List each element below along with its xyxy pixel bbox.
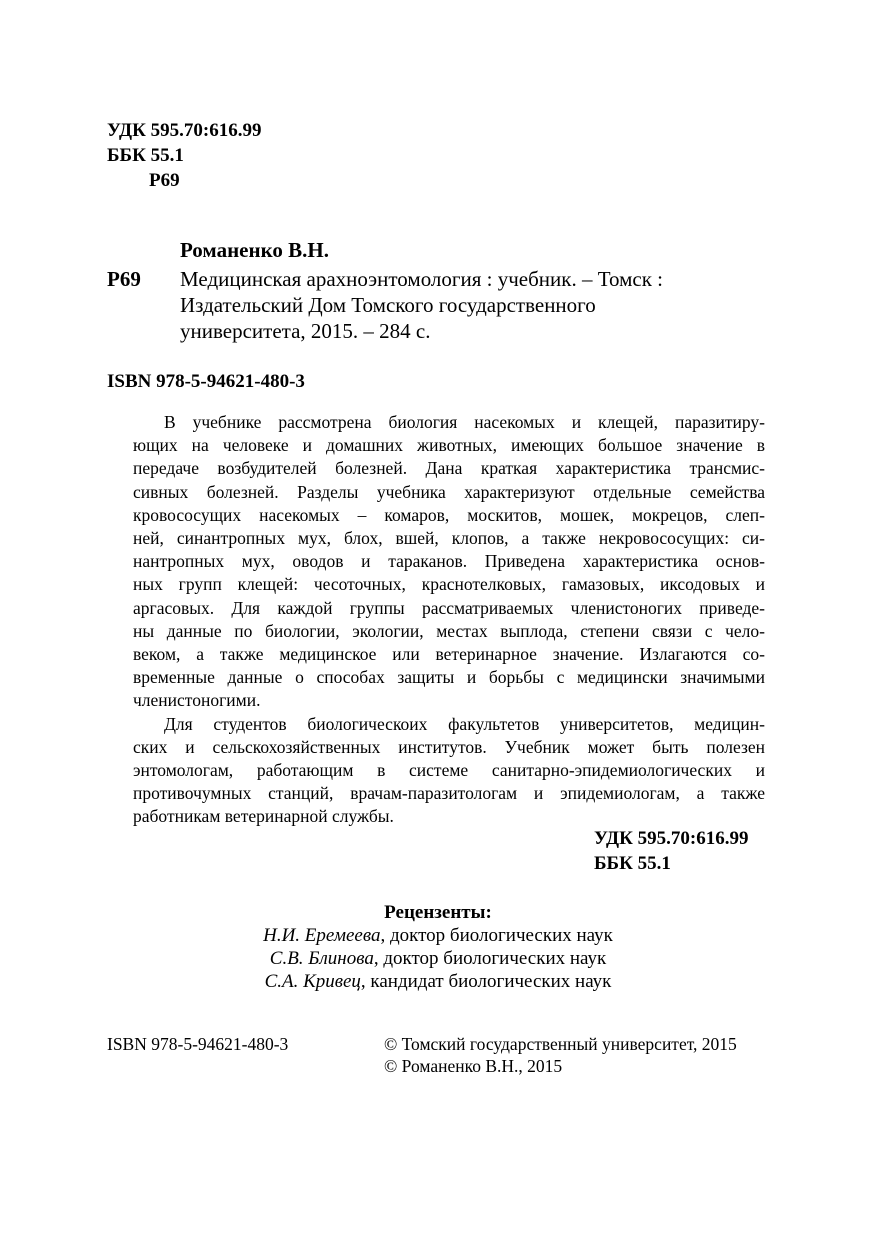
bib-line-1: Медицинская арахноэнтомология : учебник. – Томск : bbox=[180, 267, 663, 291]
abstract-line: сивных болезней. Разделы учебника характеризуют отдельные семейства bbox=[133, 481, 765, 502]
abstract-line: В учебнике рассмотрена биология насекомых и клещей, паразитиру- bbox=[164, 412, 765, 432]
bib-author-sign: Р69 bbox=[107, 267, 141, 291]
copyright-author: © Романенко В.Н., 2015 bbox=[384, 1056, 563, 1076]
author-name: Романенко В.Н. bbox=[180, 238, 329, 262]
reviewers-title: Рецензенты: bbox=[384, 902, 492, 923]
abstract-line: ющих на человеке и домашних животных, имеющих большое значение в bbox=[133, 435, 765, 456]
abstract-line: членистоногими. bbox=[133, 690, 261, 711]
copyright-university: © Томский государственный университет, 2015 bbox=[384, 1034, 737, 1054]
reviewer-name: С.В. Блинова bbox=[269, 948, 374, 969]
reviewer-name: С.А. Кривец bbox=[264, 971, 361, 992]
reviewer-degree: , доктор биологических наук bbox=[373, 948, 607, 969]
abstract bbox=[133, 411, 765, 829]
abstract-line: ских и сельскохозяйственных институтов. Учебник может быть полезен bbox=[133, 736, 765, 757]
bbk-code-right: ББК 55.1 bbox=[594, 853, 671, 874]
bib-line-2: Издательский Дом Томского государственного bbox=[180, 293, 596, 317]
udk-code: УДК 595.70:616.99 bbox=[107, 120, 262, 141]
udk-code-right: УДК 595.70:616.99 bbox=[594, 828, 749, 849]
reviewer-degree: , доктор биологических наук bbox=[380, 925, 613, 946]
reviewer bbox=[0, 947, 876, 971]
bib-line-3: университета, 2015. – 284 с. bbox=[180, 319, 431, 343]
abstract-line: ны данные по биологии, экологии, местах выплода, степени связи с чело- bbox=[133, 620, 765, 641]
abstract-line: кровососущих насекомых – комаров, москитов, мошек, мокрецов, слеп- bbox=[133, 504, 765, 525]
abstract-line: аргасовых. Для каждой группы рассматриваемых членистоногих приведе- bbox=[133, 597, 765, 618]
author-sign: Р69 bbox=[149, 170, 180, 191]
abstract-line: нантропных мух, оводов и тараканов. Приведена характеристика основ- bbox=[133, 551, 765, 572]
abstract-line: противочумных станций, врачам-паразитологам и эпидемиологам, а также bbox=[133, 783, 765, 804]
abstract-line: передаче возбудителей болезней. Дана краткая характеристика трансмис- bbox=[133, 458, 765, 479]
bbk-code: ББК 55.1 bbox=[107, 145, 184, 166]
abstract-line: энтомологам, работающим в системе санитарно-эпидемиологических и bbox=[133, 760, 765, 781]
abstract-line: ных групп клещей: чесоточных, краснотелковых, гамазовых, иксодовых и bbox=[133, 574, 765, 595]
reviewer bbox=[0, 970, 876, 994]
abstract-line: ней, синантропных мух, блох, вшей, клопов, а также некровососущих: си- bbox=[133, 528, 765, 549]
reviewer bbox=[0, 924, 876, 948]
isbn-footer: ISBN 978-5-94621-480-3 bbox=[107, 1034, 289, 1054]
abstract-line: временные данные о способах защиты и борьбы с медицински значимыми bbox=[133, 667, 765, 688]
reviewer-name: Н.И. Еремеева bbox=[263, 925, 381, 946]
reviewer-degree: , кандидат биологических наук bbox=[360, 971, 612, 992]
abstract-line: работникам ветеринарной службы. bbox=[133, 806, 394, 827]
abstract-line: Для студентов биологическоих факультетов университетов, медицин- bbox=[164, 713, 765, 734]
abstract-line: веком, а также медицинское или ветеринарное значение. Излагаются со- bbox=[133, 644, 765, 665]
isbn-main: ISBN 978-5-94621-480-3 bbox=[107, 371, 305, 392]
